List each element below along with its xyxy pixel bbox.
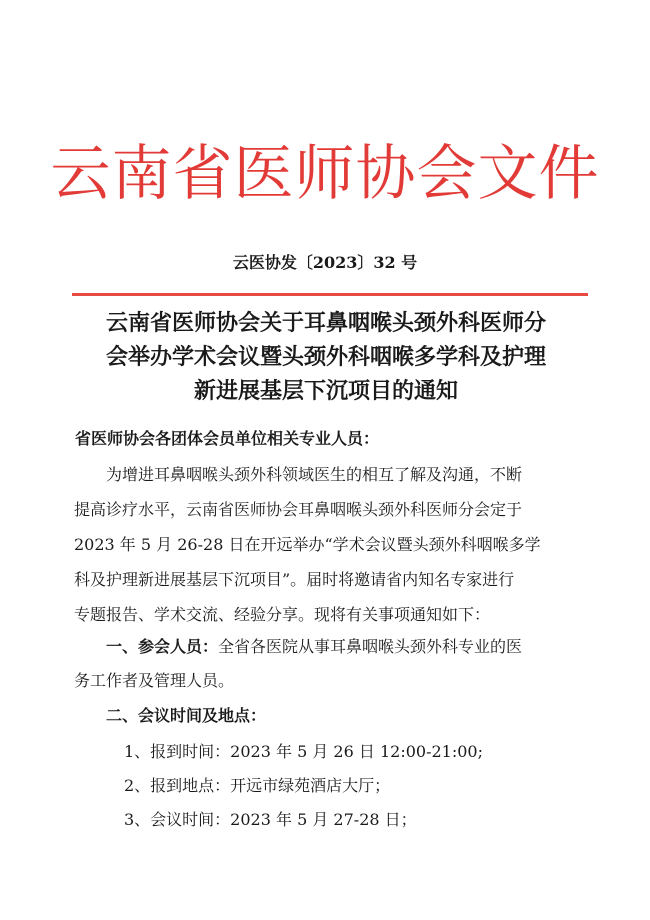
schedule-item: 1、报到时间：2023 年 5 月 26 日 12:00-21:00;	[124, 742, 483, 761]
intro-line: 科及护理新进展基层下沉项目”。届时将邀请省内知名专家进行	[74, 570, 515, 589]
notice-title-line: 新进展基层下沉项目的通知	[193, 378, 458, 404]
intro-line: 2023 年 5 月 26-28 日在开远举办“学术会议暨头颈外科咽喉多学	[74, 535, 541, 554]
document-number: 云医协发〔2023〕32 号	[232, 253, 418, 272]
schedule-item: 3、会议时间：2023 年 5 月 27-28 日；	[124, 810, 417, 829]
notice-title-line: 云南省医师协会关于耳鼻咽喉头颈外科医师分	[105, 310, 546, 336]
section-time-place-heading: 二、会议时间及地点：	[106, 706, 267, 725]
schedule-item: 2、报到地点：开远市绿苑酒店大厅；	[124, 776, 391, 795]
section-participants-text: 务工作者及管理人员。	[74, 671, 235, 690]
section-participants	[74, 632, 594, 696]
notice-title-line: 会举办学术会议暨头颈外科咽喉多学科及护理	[105, 344, 546, 370]
masthead-title: 云南省医师协会文件	[50, 139, 600, 209]
section-participants-text: 全省各医院从事耳鼻咽喉头颈外科专业的医	[218, 637, 523, 656]
red-separator-line	[72, 293, 588, 296]
notice-title	[60, 306, 592, 408]
intro-line: 提高诊疗水平，云南省医师协会耳鼻咽喉头颈外科医师分会定于	[74, 500, 523, 519]
section-participants-heading: 一、参会人员：	[106, 637, 219, 656]
intro-line: 为增进耳鼻咽喉头颈外科领域医生的相互了解及沟通，不断	[106, 465, 523, 484]
salutation: 省医师协会各团体会员单位相关专业人员：	[75, 429, 380, 448]
intro-paragraph	[74, 460, 584, 630]
intro-line: 专题报告、学术交流、经验分享。现将有关事项通知如下：	[74, 605, 491, 624]
